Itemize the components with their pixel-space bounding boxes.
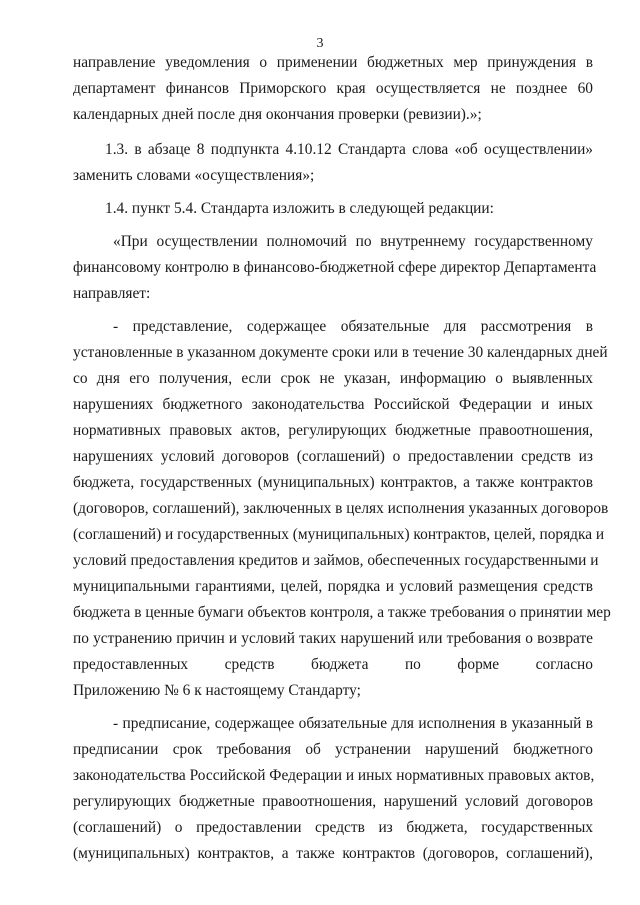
text-line: направляет: [73, 285, 151, 302]
text-line: нарушениях бюджетного законодательства Российской Федерации и иных [73, 396, 593, 413]
text-line: бюджета, государственных (муниципальных) контрактов, а также контрактов [73, 474, 593, 491]
text-line: «При осуществлении полномочий по внутреннему государственному [113, 233, 593, 250]
text-line: 1.4. пункт 5.4. Стандарта изложить в следующей редакции: [105, 200, 494, 217]
text-line: предписании срок требования об устранении нарушений бюджетного [73, 741, 593, 758]
text-line: (договоров, соглашений), заключенных в целях исполнения указанных договоров [73, 500, 609, 517]
text-line: условий предоставления кредитов и займов, обеспеченных государственными и [73, 552, 599, 569]
text-line: нормативных правовых актов, регулирующих бюджетные правоотношения, [73, 422, 593, 439]
text-line: 1.3. в абзаце 8 подпункта 4.10.12 Стандарта слова «об осуществлении» [105, 141, 593, 158]
text-line: законодательства Российской Федерации и иных нормативных правовых актов, [73, 767, 595, 784]
text-line: регулирующих бюджетные правоотношения, нарушений условий договоров [73, 793, 593, 810]
text-line: департамент финансов Приморского края осуществляется не позднее 60 [73, 80, 593, 97]
text-line: бюджета в ценные бумаги объектов контроля, а также требования о принятии мер [73, 604, 611, 621]
text-line: Приложению № 6 к настоящему Стандарту; [73, 682, 361, 699]
text-line: направление уведомления о применении бюджетных мер принуждения в [73, 54, 593, 71]
text-line: муниципальными гарантиями, целей, порядка и условий размещения средств [73, 578, 593, 595]
text-line: (муниципальных) контрактов, а также контрактов (договоров, соглашений), [73, 845, 593, 862]
text-line: - предписание, содержащее обязательные для исполнения в указанный в [113, 715, 593, 732]
text-line: финансовому контролю в финансово-бюджетной сфере директор Департамента [73, 259, 597, 276]
text-line: со дня его получения, если срок не указан, информацию о выявленных [73, 370, 593, 387]
text-line: по устранению причин и условий таких нарушений или требования о возврате [73, 630, 593, 647]
text-line: предоставленных средств бюджета по форме согласно [73, 656, 593, 673]
text-line: нарушениях условий договоров (соглашений) о предоставлении средств из [73, 448, 593, 465]
text-line: - представление, содержащее обязательные для рассмотрения в [113, 318, 593, 335]
text-line: установленные в указанном документе сроки или в течение 30 календарных дней [73, 344, 608, 361]
page-number: 3 [316, 36, 324, 51]
text-line: (соглашений) о предоставлении средств из бюджета, государственных [73, 819, 593, 836]
text-line: заменить словами «осуществления»; [73, 167, 315, 184]
text-line: (соглашений) и государственных (муниципальных) контрактов, целей, порядка и [73, 526, 605, 543]
text-line: календарных дней после дня окончания проверки (ревизии).»; [73, 106, 482, 123]
